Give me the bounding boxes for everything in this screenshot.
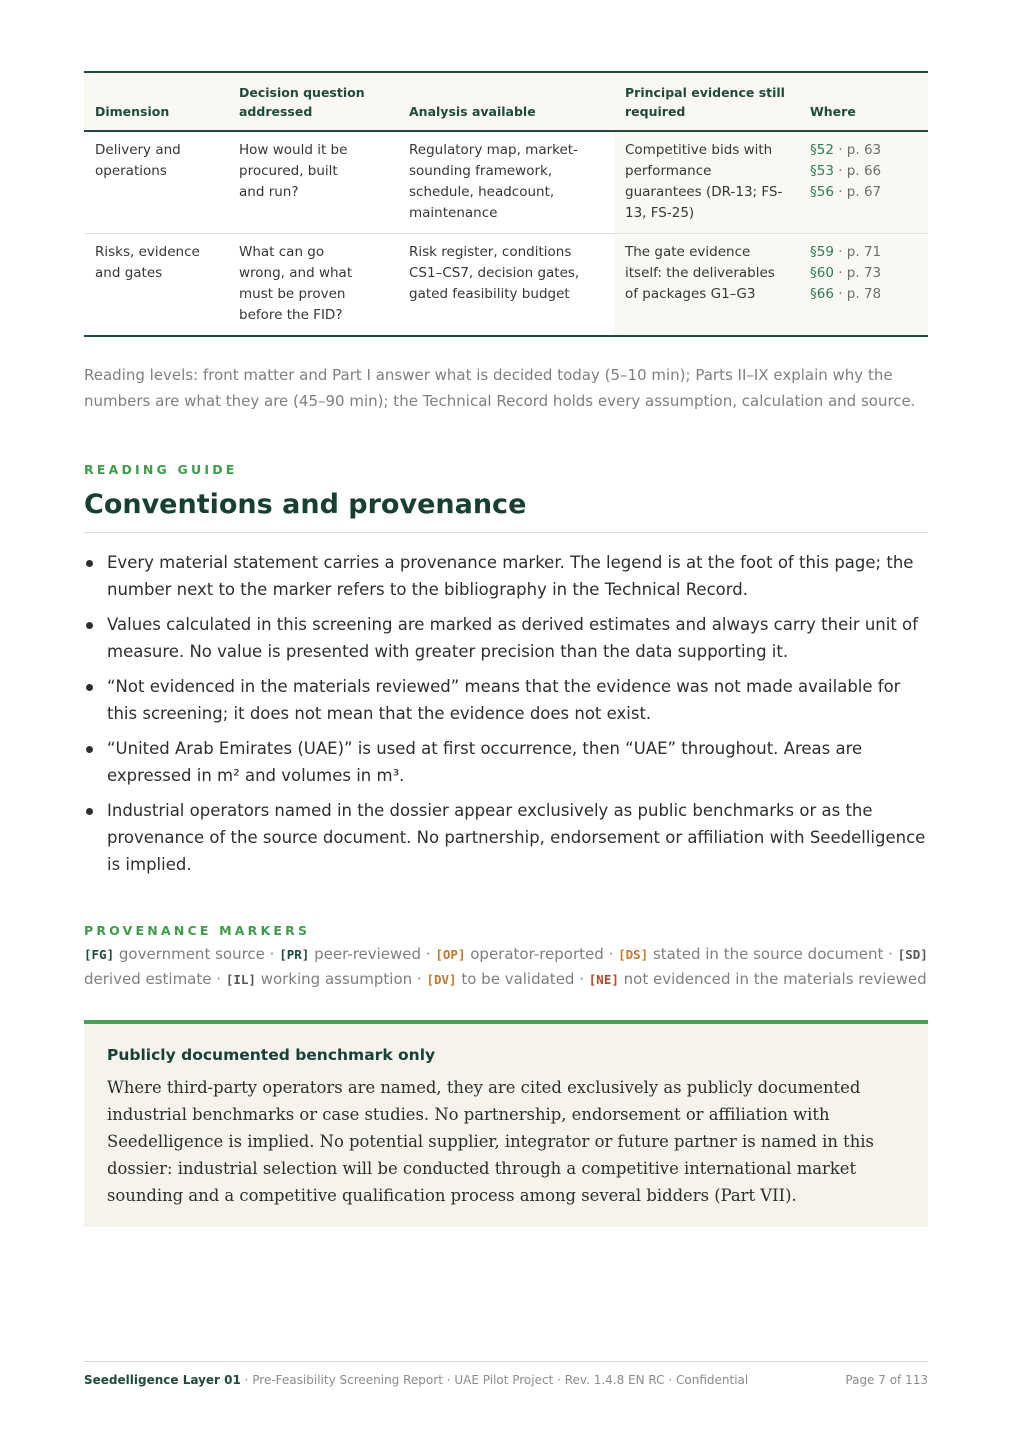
list-item: “Not evidenced in the materials reviewed” means that the evidence was not made available for this screening; it does not mean that the evidence does not exist. bbox=[84, 673, 928, 727]
header-decision-question: Decision question addressed bbox=[228, 72, 398, 131]
dimensions-table bbox=[84, 71, 928, 337]
conventions-list bbox=[84, 549, 928, 878]
cell-question-text: What can go wrong, and what must be proven before the FID? bbox=[239, 244, 353, 323]
section-reference[interactable]: §53 · p. 66 bbox=[810, 163, 882, 179]
header-evidence-required: Principal evidence still required bbox=[614, 72, 799, 131]
header-analysis-available: Analysis available bbox=[398, 72, 614, 131]
cell-analysis: Regulatory map, market-sounding framework, schedule, headcount, maintenance bbox=[409, 142, 578, 221]
list-item: Values calculated in this screening are marked as derived estimates and always carry their unit of measure. No value is presented with greater precision than the data supporting it. bbox=[84, 611, 928, 665]
marker-code: [IL] bbox=[225, 972, 256, 987]
cell-evidence-text: The gate evidence itself: the deliverables of packages G1–G3 bbox=[625, 244, 775, 302]
marker-ds: [DS] stated in the source document bbox=[618, 945, 884, 963]
table-row bbox=[84, 234, 928, 337]
marker-code: [SD] bbox=[897, 947, 928, 962]
benchmark-callout bbox=[84, 1020, 928, 1227]
provenance-legend: [FG] government source · [PR] peer-reviewed · [OP] operator-reported · [DS] stated in the source document · [SD] derived estimate · [IL] working assumption · [DV] to be validated · [NE] not evidenced in the materials reviewed bbox=[84, 945, 928, 988]
reading-levels-note: Reading levels: front matter and Part I answer what is decided today (5–10 min); Parts II–IX explain why the numbers are what they are (45–90 min); the Technical Record holds every assumption, calculation and source. bbox=[84, 366, 916, 410]
cell-question bbox=[228, 131, 398, 234]
footer-brand: Seedelligence Layer 01 bbox=[84, 1373, 241, 1387]
marker-code: [FG] bbox=[84, 947, 115, 962]
table-row bbox=[84, 131, 928, 234]
cell-where bbox=[799, 131, 928, 234]
header-dimension: Dimension bbox=[84, 72, 228, 131]
marker-dv: [DV] to be validated bbox=[426, 970, 575, 988]
cell-evidence: Competitive bids with performance guarantees (DR-13; FS-13, FS-25) bbox=[614, 131, 799, 234]
bullet-icon bbox=[86, 684, 93, 691]
marker-op: [OP] operator-reported bbox=[435, 945, 604, 963]
page-content bbox=[84, 71, 928, 1227]
section-reference[interactable]: §60 · p. 73 bbox=[810, 265, 882, 281]
bullet-icon bbox=[86, 622, 93, 629]
page-footer bbox=[84, 1361, 928, 1388]
bullet-icon bbox=[86, 560, 93, 567]
table-header-row bbox=[84, 72, 928, 131]
section-title: Conventions and provenance bbox=[84, 487, 928, 533]
page-number: Page 7 of 113 bbox=[845, 1373, 928, 1387]
section-reference[interactable]: §66 · p. 78 bbox=[810, 286, 882, 302]
cell-dimension: Delivery and operations bbox=[95, 142, 181, 179]
marker-ne: [NE] not evidenced in the materials reviewed bbox=[588, 970, 927, 988]
callout-body: Where third-party operators are named, they are cited exclusively as publicly documented industrial benchmarks or case studies. No partnership, endorsement or affiliation with Seedelligence is implied. No potential supplier, integrator or future partner is named in this dossier: industrial selection will be conducted through a competitive international market sounding and a competitive qualification process among several bidders (Part VII). bbox=[107, 1078, 874, 1205]
provenance-eyebrow: PROVENANCE MARKERS bbox=[84, 923, 311, 938]
header-where: Where bbox=[799, 72, 928, 131]
marker-code: [OP] bbox=[435, 947, 466, 962]
marker-il: [IL] working assumption bbox=[225, 970, 413, 988]
marker-sd: [SD] derived estimate bbox=[84, 947, 928, 988]
reading-guide-eyebrow: READING GUIDE bbox=[84, 462, 238, 477]
list-item: “United Arab Emirates (UAE)” is used at first occurrence, then “UAE” throughout. Areas are expressed in m² and volumes in m³. bbox=[84, 735, 928, 789]
cell-where bbox=[799, 234, 928, 337]
footer-details: · Pre-Feasibility Screening Report · UAE Pilot Project · Rev. 1.4.8 EN RC · Confidential bbox=[240, 1373, 749, 1387]
marker-code: [DS] bbox=[618, 947, 649, 962]
list-item: Every material statement carries a provenance marker. The legend is at the foot of this page; the number next to the marker refers to the bibliography in the Technical Record. bbox=[84, 549, 928, 603]
section-reference[interactable]: §52 · p. 63 bbox=[810, 142, 882, 158]
cell-evidence bbox=[614, 234, 799, 337]
marker-pr: [PR] peer-reviewed bbox=[279, 945, 422, 963]
cell-question-text: How would it be procured, built and run? bbox=[239, 142, 348, 200]
section-reference[interactable]: §56 · p. 67 bbox=[810, 184, 882, 200]
cell-question bbox=[228, 234, 398, 337]
marker-fg: [FG] government source bbox=[84, 945, 265, 963]
marker-code: [NE] bbox=[588, 972, 619, 987]
bullet-icon bbox=[86, 746, 93, 753]
cell-analysis: Risk register, conditions CS1–CS7, decision gates, gated feasibility budget bbox=[409, 244, 580, 302]
list-item: Industrial operators named in the dossier appear exclusively as public benchmarks or as the provenance of the source document. No partnership, endorsement or affiliation with Seedelligence is implied. bbox=[84, 797, 928, 878]
bullet-icon bbox=[86, 808, 93, 815]
callout-title: Publicly documented benchmark only bbox=[107, 1046, 436, 1064]
cell-dimension: Risks, evidence and gates bbox=[95, 244, 200, 281]
marker-code: [DV] bbox=[426, 972, 457, 987]
section-reference[interactable]: §59 · p. 71 bbox=[810, 244, 882, 260]
marker-code: [PR] bbox=[279, 947, 310, 962]
